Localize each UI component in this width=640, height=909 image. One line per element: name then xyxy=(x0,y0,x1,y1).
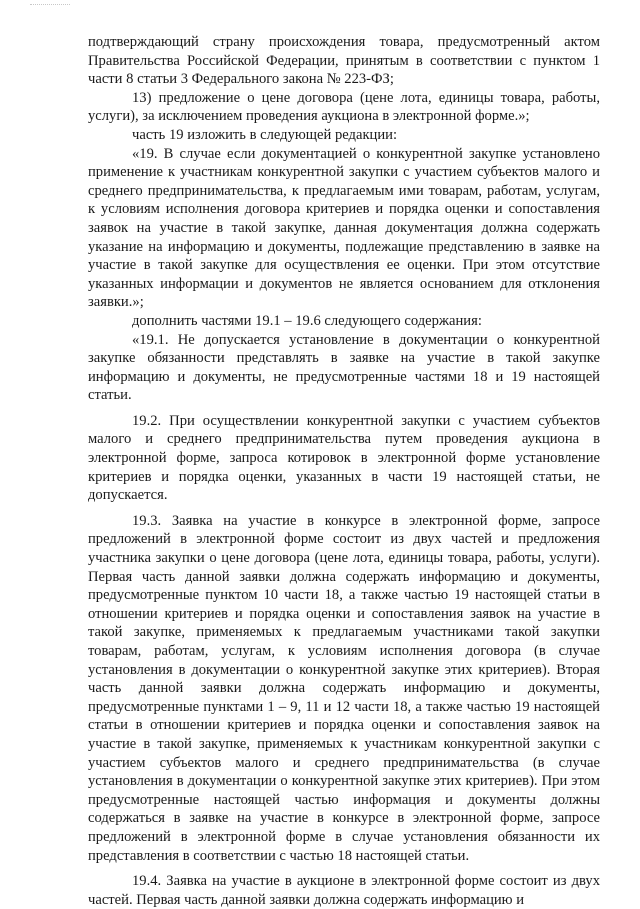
paragraph-19-3: 19.3. Заявка на участие в конкурсе в электронной форме, запросе предложений в электронной форме состоит из двух частей и предложения участника закупки о цене договора (цене лота, единицы товара, работы, услуги). Первая часть данной заявки должна содержать информацию и документы, предусмотренные пунктом 10 части 18, а также частью 19 настоящей статьи в отношении критериев и порядка оценки и сопоставления заявок на участие в такой закупке, применяемых к предлагаемым участниками такой закупки товарам, работам, услугам, к условиям исполнения договора (в случае установления в документации о конкурентной закупке этих критериев). Вторая часть данной заявки должна содержать информацию и документы, предусмотренные пунктами 1 – 9, 11 и 12 части 18, а также частью 19 настоящей статьи в отношении критериев и порядка оценки и сопоставления заявок на участие в такой закупке, применяемых к участникам конкурентной закупки с участием субъектов малого и среднего предпринимательства (в случае установления в документации о конкурентной закупке этих критериев). При этом предусмотренные настоящей частью информация и документы должны содержаться в заявке на участие в конкурсе в электронной форме, запросе предложений в электронной форме в случае установления обязанности их представления в соответствии с частью 18 настоящей статьи. xyxy=(88,512,600,864)
paragraph-19-1: «19.1. Не допускается установление в документации о конкурентной закупке обязанности представлять в заявке на участие в такой закупке информацию и документы, не предусмотренные частями 18 и 19 настоящей статьи. xyxy=(88,331,600,404)
paragraph-19-2: 19.2. При осуществлении конкурентной закупки с участием субъектов малого и среднего предпринимательства путем проведения аукциона в электронной форме, запроса котировок в электронной форме установление критериев и порядка оценки, указанных в части 19 настоящей статьи, не допускается. xyxy=(88,412,600,504)
paragraph-part-19-intro: часть 19 изложить в следующей редакции: xyxy=(132,126,398,143)
paragraph-parts-intro: дополнить частями 19.1 – 19.6 следующего содержания: xyxy=(132,312,482,329)
paragraph-part-19: «19. В случае если документацией о конкурентной закупке установлено применение к участникам конкурентной закупки с участием субъектов малого и среднего предпринимательства, к предлагаемым ими товарам, работам, услугам, к условиям исполнения договора критериев и порядка оценки и сопоставления заявок на участие в такой закупке, данная документация должна содержать указание на информацию и документы, подлежащие представлению в заявке на участие в такой закупке для осуществления ее оценки. При этом отсутствие указанных информации и документов не является основанием для отклонения заявки.»; xyxy=(88,145,600,311)
paragraph-19-4: 19.4. Заявка на участие в аукционе в электронной форме состоит из двух частей. Первая часть данной заявки должна содержать информацию и xyxy=(88,873,600,908)
document-page xyxy=(88,33,600,909)
paragraph-continuation: подтверждающий страну происхождения товара, предусмотренный актом Правительства Российской Федерации, принятым в соответствии с пунктом 1 части 8 статьи 3 Федерального закона № 223-ФЗ; xyxy=(88,34,600,88)
paragraph-item-13: 13) предложение о цене договора (цене лота, единицы товара, работы, услуги), за исключением проведения аукциона в электронной форме.»; xyxy=(88,89,600,125)
scan-artifact xyxy=(30,4,70,7)
